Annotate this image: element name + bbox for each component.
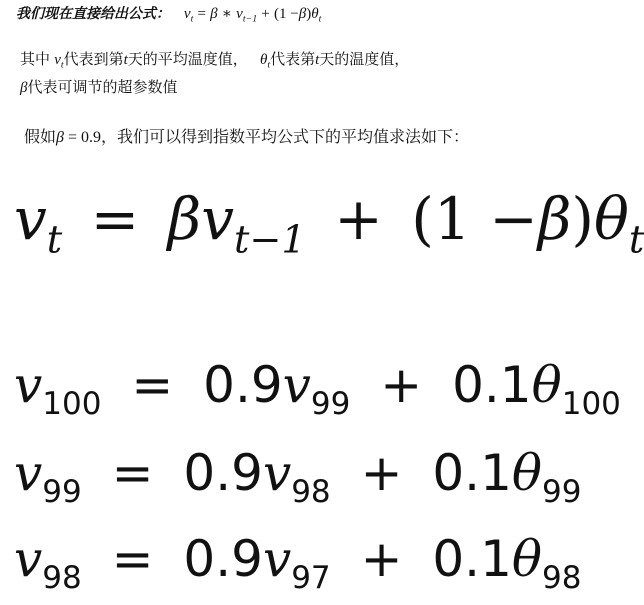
nf2-lhs-sub: 99: [42, 473, 82, 510]
formula-sub-t2: t: [318, 13, 322, 25]
formula-v2: v: [236, 6, 243, 22]
main-sub-t: t: [46, 217, 63, 263]
numeric-formula-2: [14, 444, 582, 510]
main-v: v: [14, 185, 47, 253]
explanation-text-4: 天的温度值，: [319, 51, 410, 68]
nf3-eq: =: [111, 530, 154, 588]
main-sub-tm1: t−1: [233, 217, 306, 263]
main-theta: θ: [594, 185, 629, 253]
header-line: [16, 6, 321, 24]
intro-beta: β: [56, 129, 64, 146]
intro-text: ，我们可以得到指数平均公式下的平均值求法如下：: [101, 129, 470, 146]
intro-prefix: 假如: [24, 129, 57, 146]
nf1-v: v: [14, 356, 43, 414]
main-formula: [14, 185, 644, 263]
explanation-text-2: 天的平均温度值，: [127, 51, 248, 68]
symbol-sub-t3: t: [267, 59, 271, 71]
symbol-v: v: [54, 52, 61, 68]
intro-eq: = 0.9: [67, 129, 102, 146]
nf3-rhs-sub: 97: [291, 559, 331, 596]
formula-eq: =: [197, 6, 206, 22]
symbol-t: t: [123, 52, 128, 68]
formula-sub-t: t: [190, 13, 194, 25]
nf3-lhs-sub: 98: [42, 559, 82, 596]
numeric-formula-3: [14, 530, 582, 596]
explanation-text-3: 代表第: [270, 51, 316, 68]
nf1-theta-sub: 100: [561, 385, 621, 422]
main-v2: v: [201, 185, 234, 253]
nf3-coef1: 0.9: [183, 530, 263, 588]
nf2-rhs-sub: 98: [291, 473, 331, 510]
formula-beta2: β: [298, 6, 307, 22]
nf3-theta: θ: [511, 530, 543, 588]
formula-close: ): [306, 6, 312, 22]
symbol-theta: θ: [259, 52, 268, 68]
nf2-coef2: 0.1: [432, 444, 512, 502]
main-beta2: β: [537, 185, 572, 253]
main-plus: +: [334, 185, 383, 253]
header-formula: [183, 5, 322, 25]
explanation-text-1: 代表到第: [63, 51, 124, 68]
main-beta: β: [167, 185, 202, 253]
nf3-plus: +: [360, 530, 403, 588]
main-close: ): [571, 185, 594, 253]
main-sub-t2: t: [628, 217, 644, 263]
nf1-lhs-sub: 100: [42, 385, 102, 422]
nf3-coef2: 0.1: [432, 530, 512, 588]
symbol-sub-t: t: [60, 59, 64, 71]
nf3-theta-sub: 98: [542, 559, 582, 596]
nf1-rhs-sub: 99: [310, 385, 351, 422]
main-eq: =: [90, 185, 140, 253]
nf3-v: v: [14, 530, 43, 588]
nf1-theta: θ: [531, 356, 562, 414]
header-label: 我们现在直接给出公式：: [16, 5, 170, 21]
nf2-eq: =: [111, 444, 154, 502]
nf2-theta-sub: 99: [542, 473, 582, 510]
nf3-v2: v: [262, 530, 292, 588]
nf2-theta: θ: [511, 444, 543, 502]
symbol-t4: t: [315, 52, 320, 68]
formula-sub-tm1: t−1: [242, 13, 258, 25]
nf2-v2: v: [262, 444, 292, 502]
explanation-prefix: 其中: [20, 51, 51, 68]
numeric-formula-1: [14, 356, 621, 422]
explanation-beta-text: 代表可调节的超参数值: [27, 79, 178, 96]
formula-v: v: [183, 6, 191, 22]
nf1-coef1: 0.9: [203, 356, 283, 414]
nf2-v: v: [14, 444, 43, 502]
formula-plus: +: [261, 6, 270, 22]
explanation-line-1: [20, 52, 409, 70]
nf1-eq: =: [131, 356, 174, 414]
nf1-plus: +: [380, 356, 423, 414]
symbol-beta: β: [20, 80, 28, 96]
nf1-coef2: 0.1: [452, 356, 532, 414]
formula-open: (1 −: [274, 6, 299, 22]
formula-times: ∗: [221, 6, 232, 22]
intro-line: [24, 130, 469, 146]
nf1-v2: v: [282, 356, 311, 414]
explanation-line-2: [20, 80, 178, 96]
formula-beta: β: [210, 6, 218, 22]
nf2-plus: +: [360, 444, 403, 502]
nf2-coef1: 0.9: [183, 444, 263, 502]
formula-theta: θ: [311, 6, 319, 22]
main-open: (1 −: [411, 185, 538, 253]
